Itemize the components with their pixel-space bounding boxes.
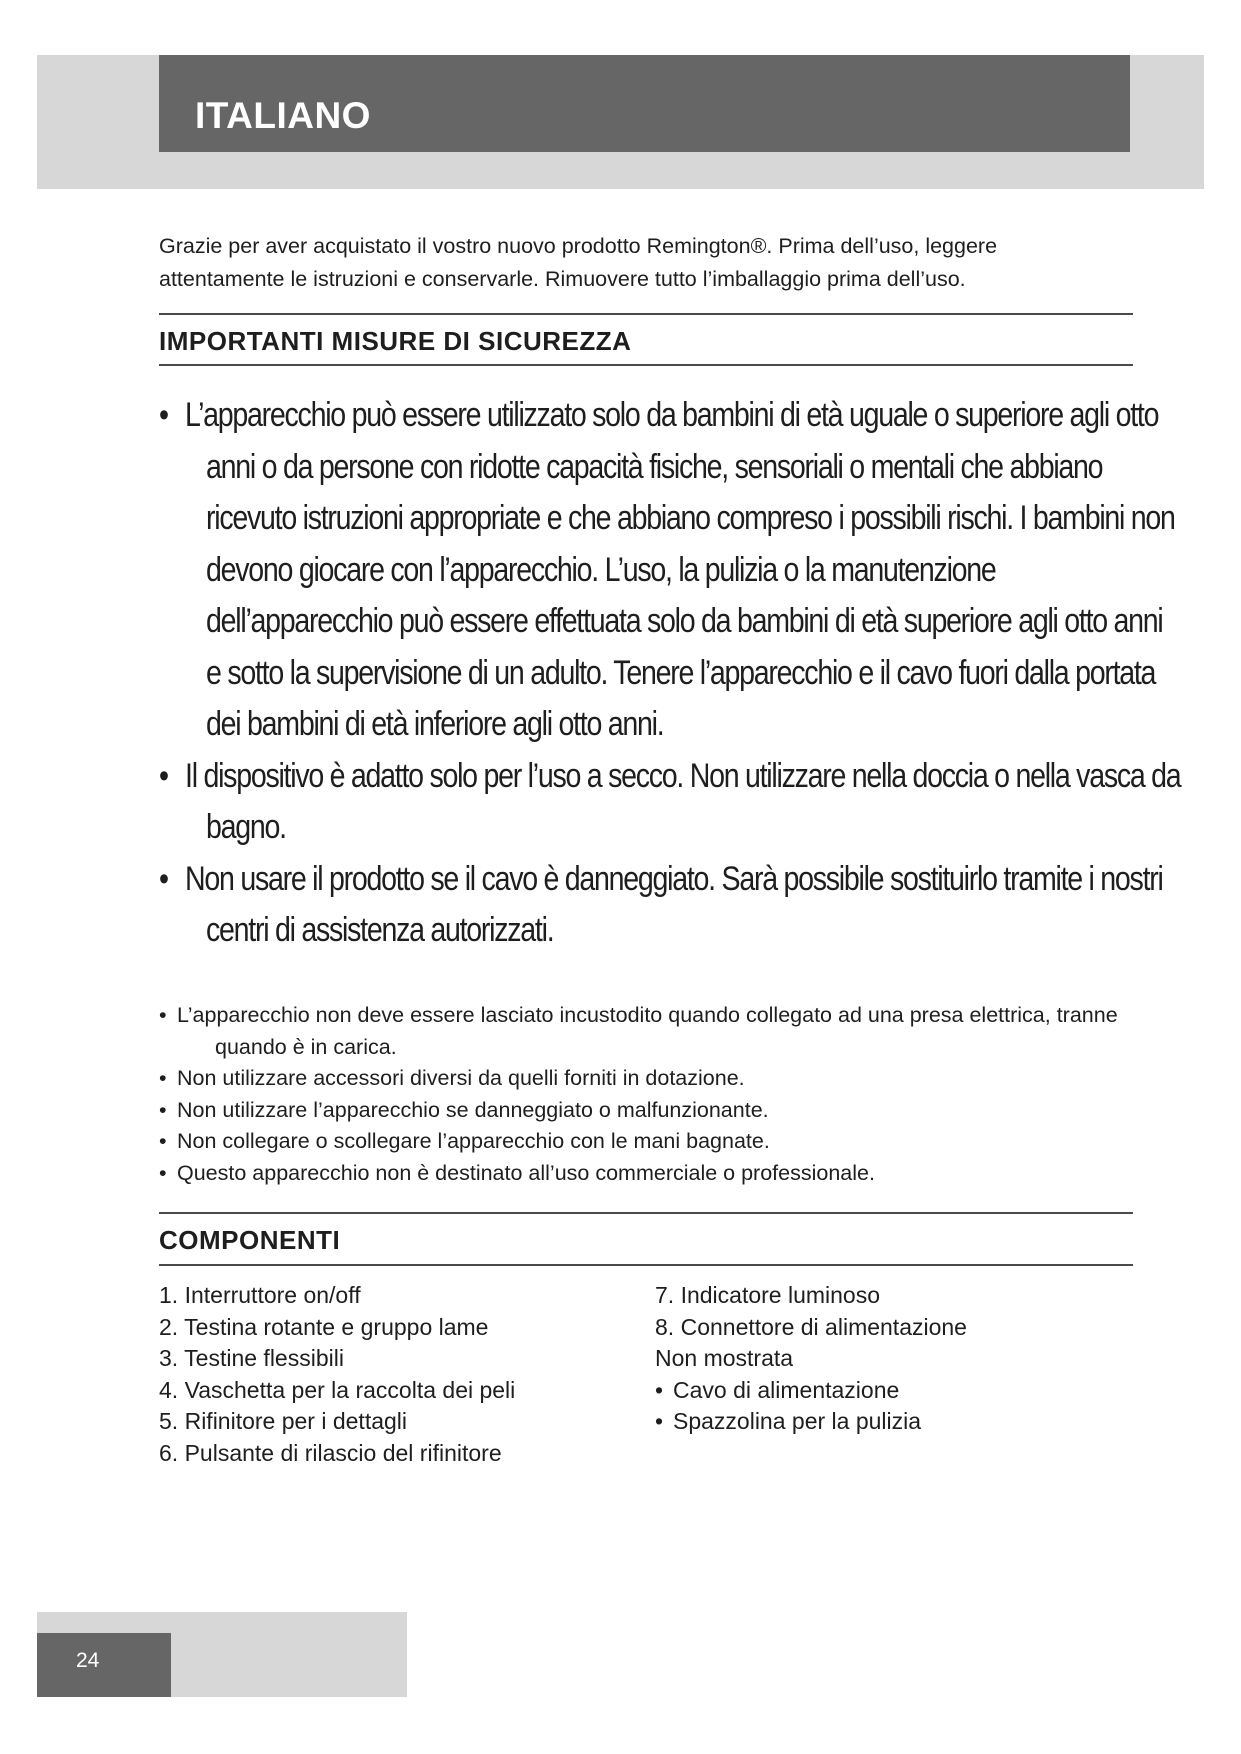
component-label: Rifinitore per i dettagli [184,1408,408,1434]
component-item [159,1343,515,1375]
list-item [159,1063,1139,1095]
intro-line-2: attentamente le istruzioni e conservarle. Rimuovere tutto l’imballaggio prima dell’uso. [159,267,966,291]
component-number: 5. [159,1408,179,1434]
bullet-icon: • [159,1129,167,1153]
components-list-right [655,1280,967,1438]
component-label: Testina rotante e gruppo lame [184,1313,489,1340]
components-heading: COMPONENTI [159,1225,341,1255]
intro-line-1: Grazie per aver acquistato il vostro nuovo prodotto Remington®. Prima dell’uso, leggere [159,234,998,258]
safety-item-text: Non utilizzare l’apparecchio se danneggiato o malfunzionante. [177,1097,769,1122]
list-item [159,1126,1139,1158]
intro-text [159,230,1139,296]
component-item [159,1375,515,1407]
safety-item-text: Il dispositivo è adatto solo per l’uso a secco. Non utilizzare nella doccia o nella vasca da bagno. [185,756,1181,846]
component-item [655,1312,967,1344]
list-item [159,1158,1139,1190]
safety-item-text: Non collegare o scollegare l’apparecchio con le mani bagnate. [177,1129,770,1153]
component-number: 6. [159,1439,179,1466]
components-list-left [159,1280,515,1469]
component-label: Connettore di alimentazione [680,1313,967,1340]
component-number: 1. [159,1282,179,1308]
bullet-icon: • [159,859,168,898]
bullet-icon: • [655,1376,664,1403]
component-item [655,1406,967,1438]
safety-item-text: Non utilizzare accessori diversi da quelli forniti in dotazione. [177,1066,745,1090]
page-number: 24 [76,1649,100,1672]
bullet-icon: • [159,1066,167,1090]
safety-list-small [159,1000,1139,1189]
bullet-icon: • [159,396,168,434]
safety-item-text: Questo apparecchio non è destinato all’uso commerciale o professionale. [177,1160,875,1185]
list-item [159,390,1180,751]
safety-list-large [159,390,1181,957]
safety-item-text: L’apparecchio può essere utilizzato solo da bambini di età uguale o superiore agli otto anni o da persone con ridotte capacità fisiche, sensoriali o mentali che abbiano ricevuto istruzioni appropriate e che abbiano compreso i possibili rischi. I bambini non devono giocare con l’apparecchio. L’uso, la pulizia o la manutenzione dell’apparecchio può essere effettuata solo da bambini di età superiore agli otto anni e sotto la supervisione di un adulto. Tenere l’apparecchio e il cavo fuori dalla portata dei bambini di età inferiore agli otto anni. [185,396,1175,743]
component-label: Pulsante di rilascio del rifinitore [184,1439,502,1466]
component-label: Indicatore luminoso [680,1282,881,1308]
component-item [159,1312,515,1344]
language-title: ITALIANO [195,95,371,136]
component-item [655,1280,967,1312]
footer-page-box [37,1633,171,1697]
bullet-icon: • [159,1097,167,1122]
divider [159,313,1133,315]
list-item [159,1000,1139,1063]
component-label: Vaschetta per la raccolta dei peli [184,1376,516,1403]
component-number: 3. [159,1345,179,1371]
divider [159,1212,1133,1214]
safety-item-text: Non usare il prodotto se il cavo è danneggiato. Sarà possibile sostituirlo tramite i nostri centri di assistenza autorizzati. [185,859,1163,949]
component-number: 4. [159,1376,179,1403]
component-label: Interruttore on/off [184,1282,361,1308]
divider [159,364,1133,366]
component-label: Spazzolina per la pulizia [673,1408,922,1434]
component-item [655,1375,967,1407]
list-item [159,1095,1139,1127]
component-number: 8. [655,1313,675,1340]
component-item [159,1280,515,1312]
component-label: Testine flessibili [184,1345,344,1371]
component-item [159,1406,515,1438]
list-item [159,751,1180,854]
component-number: 7. [655,1282,675,1308]
bullet-icon: • [159,1003,167,1027]
component-item [159,1438,515,1470]
safety-heading: IMPORTANTI MISURE DI SICUREZZA [159,326,632,356]
bullet-icon: • [159,756,168,795]
component-number: 2. [159,1313,179,1340]
list-item [159,854,1180,957]
header-title-box [159,55,1130,152]
not-shown-label: Non mostrata [655,1345,794,1371]
bullet-icon: • [159,1160,167,1185]
bullet-icon: • [655,1408,664,1434]
safety-item-text: L’apparecchio non deve essere lasciato incustodito quando collegato ad una presa elettrica, tranne quando è in carica. [177,1003,1118,1059]
divider [159,1264,1133,1266]
component-label: Cavo di alimentazione [673,1376,900,1403]
